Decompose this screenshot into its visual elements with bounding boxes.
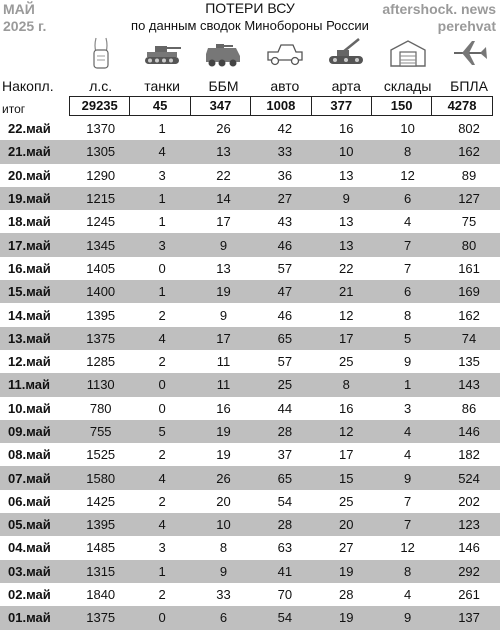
row-value: 137 — [458, 610, 480, 626]
row-value: 3 — [404, 400, 412, 416]
total-afv: 347 — [190, 96, 251, 116]
icon-row — [70, 34, 500, 72]
row-value: 47 — [277, 284, 293, 300]
row-value: 25 — [339, 493, 354, 509]
totals-row — [0, 96, 500, 116]
row-date: 19.май — [8, 191, 51, 207]
row-value: 4 — [404, 424, 412, 439]
drone-icon — [438, 34, 499, 72]
row-value: 25 — [339, 354, 354, 370]
table-row — [0, 117, 500, 140]
row-date: 16.май — [8, 260, 51, 276]
row-value: 7 — [404, 517, 412, 533]
row-value: 1 — [158, 191, 166, 207]
row-value: 2 — [158, 307, 166, 323]
row-value: 15 — [339, 470, 354, 486]
table-row — [0, 233, 500, 256]
dog-tag-icon — [70, 34, 131, 72]
row-value: 17 — [339, 330, 354, 346]
row-value: 20 — [339, 517, 354, 533]
row-value: 4 — [158, 470, 166, 486]
row-value: 0 — [158, 400, 166, 416]
page-title: ПОТЕРИ ВСУ — [205, 0, 295, 16]
source-line-2: perehvat — [437, 18, 496, 34]
row-value: 17 — [216, 330, 231, 346]
row-date: 10.май — [8, 400, 51, 416]
row-value: 17 — [216, 214, 231, 230]
row-value: 57 — [277, 260, 293, 276]
row-value: 1375 — [86, 330, 116, 346]
row-value: 19 — [216, 447, 231, 463]
row-value: 1 — [158, 121, 166, 137]
row-value: 1485 — [86, 540, 116, 556]
row-value: 1370 — [86, 121, 116, 137]
row-value: 13 — [216, 260, 231, 276]
row-value: 74 — [461, 330, 477, 346]
row-value: 41 — [277, 563, 293, 579]
row-value: 37 — [277, 447, 293, 463]
row-date: 15.май — [8, 284, 51, 300]
row-value: 0 — [158, 377, 166, 393]
row-value: 4 — [404, 214, 412, 230]
row-value: 182 — [458, 447, 480, 463]
header-artillery: арта — [331, 78, 361, 94]
row-value: 10 — [339, 144, 354, 160]
header-afv: ББМ — [208, 78, 239, 94]
row-value: 8 — [342, 377, 350, 393]
row-value: 4 — [404, 587, 412, 603]
row-date: 07.май — [8, 470, 51, 486]
row-value: 2 — [158, 354, 166, 370]
row-value: 19 — [216, 284, 231, 300]
page-subtitle: по данным сводок Минобороны России — [131, 18, 369, 33]
row-value: 9 — [404, 354, 412, 370]
table-row — [0, 513, 500, 536]
row-value: 28 — [339, 587, 354, 603]
row-date: 06.май — [8, 493, 51, 509]
row-value: 202 — [458, 493, 480, 509]
row-value: 9 — [404, 610, 412, 626]
table-row — [0, 257, 500, 280]
table-row — [0, 373, 500, 396]
total-artillery: 377 — [311, 96, 372, 116]
row-value: 12 — [339, 307, 354, 323]
row-value: 7 — [404, 493, 412, 509]
row-value: 1405 — [86, 260, 116, 276]
row-value: 13 — [216, 144, 231, 160]
row-value: 127 — [458, 191, 480, 207]
row-value: 16 — [339, 400, 354, 416]
row-value: 42 — [277, 121, 293, 137]
row-value: 13 — [339, 167, 354, 183]
row-value: 54 — [277, 610, 293, 626]
row-value: 70 — [277, 587, 293, 603]
table-row — [0, 466, 500, 489]
row-value: 75 — [461, 214, 477, 230]
row-value: 46 — [277, 237, 293, 253]
row-value: 1525 — [86, 447, 116, 463]
row-value: 1245 — [86, 214, 116, 230]
row-value: 46 — [277, 307, 293, 323]
row-value: 4 — [158, 517, 166, 533]
row-date: 04.май — [8, 540, 51, 556]
row-value: 0 — [158, 260, 166, 276]
row-value: 5 — [404, 330, 412, 346]
row-value: 16 — [216, 400, 231, 416]
row-value: 12 — [400, 167, 415, 183]
row-value: 3 — [158, 237, 166, 253]
table-row — [0, 536, 500, 559]
row-value: 1215 — [86, 191, 116, 207]
row-value: 22 — [216, 167, 231, 183]
row-value: 524 — [458, 470, 480, 486]
row-value: 1 — [158, 284, 166, 300]
year: 2025 г. — [3, 18, 47, 34]
row-value: 57 — [277, 354, 293, 370]
row-value: 8 — [404, 563, 412, 579]
row-value: 9 — [404, 470, 412, 486]
table-row — [0, 280, 500, 303]
table-row — [0, 210, 500, 233]
row-value: 162 — [458, 144, 480, 160]
month: МАЙ — [3, 1, 35, 17]
row-value: 292 — [458, 563, 480, 579]
row-value: 11 — [216, 377, 231, 393]
row-date: 01.май — [8, 610, 51, 626]
table-row — [0, 490, 500, 513]
daily-losses-table — [0, 117, 500, 630]
row-value: 1 — [158, 214, 166, 230]
totals-label: итог — [2, 102, 26, 116]
row-value: 12 — [339, 424, 354, 439]
row-value: 123 — [458, 517, 480, 533]
armored-vehicle-icon — [193, 34, 254, 72]
row-value: 19 — [339, 563, 354, 579]
row-value: 13 — [339, 237, 354, 253]
row-value: 12 — [400, 540, 415, 556]
row-value: 8 — [404, 307, 412, 323]
row-value: 169 — [458, 284, 480, 300]
table-row — [0, 350, 500, 373]
row-value: 33 — [277, 144, 293, 160]
row-value: 261 — [458, 587, 480, 603]
row-value: 0 — [158, 610, 166, 626]
row-date: 13.май — [8, 330, 51, 346]
row-value: 7 — [404, 260, 412, 276]
row-value: 1395 — [86, 307, 116, 323]
row-value: 33 — [216, 587, 231, 603]
row-value: 5 — [158, 424, 166, 439]
table-row — [0, 583, 500, 606]
row-value: 28 — [277, 517, 293, 533]
row-value: 11 — [216, 354, 231, 370]
row-value: 16 — [339, 121, 354, 137]
row-value: 802 — [458, 121, 480, 137]
row-value: 26 — [216, 470, 231, 486]
row-value: 89 — [461, 167, 477, 183]
row-date: 20.май — [8, 167, 51, 183]
row-value: 1345 — [86, 237, 116, 253]
row-value: 27 — [339, 540, 354, 556]
artillery-icon — [316, 34, 377, 72]
row-value: 8 — [404, 144, 412, 160]
row-value: 9 — [219, 307, 228, 323]
row-value: 1395 — [86, 517, 116, 533]
row-value: 26 — [216, 121, 231, 137]
row-value: 4 — [404, 447, 412, 463]
header-depots: склады — [383, 78, 432, 94]
row-date: 09.май — [8, 424, 51, 439]
row-value: 6 — [404, 284, 412, 300]
row-value: 1285 — [86, 354, 116, 370]
row-value: 3 — [158, 167, 166, 183]
warehouse-icon — [377, 34, 438, 72]
row-value: 65 — [277, 330, 293, 346]
row-value: 143 — [458, 377, 480, 393]
header-tanks: танки — [144, 78, 180, 94]
row-value: 19 — [339, 610, 354, 626]
table-row — [0, 140, 500, 163]
row-value: 4 — [158, 330, 166, 346]
table-row — [0, 397, 500, 420]
row-value: 1580 — [86, 470, 116, 486]
row-value: 1305 — [86, 144, 116, 160]
row-value: 1425 — [86, 493, 116, 509]
row-value: 8 — [219, 540, 228, 556]
row-value: 1 — [158, 563, 166, 579]
row-value: 6 — [219, 610, 228, 626]
row-value: 80 — [461, 237, 477, 253]
row-value: 7 — [404, 237, 412, 253]
table-row — [0, 420, 500, 443]
row-value: 9 — [342, 191, 350, 207]
row-value: 2 — [158, 447, 166, 463]
total-personnel: 29235 — [69, 96, 130, 116]
row-date: 08.май — [8, 447, 51, 463]
header-vehicles: авто — [270, 78, 300, 94]
row-value: 161 — [458, 260, 480, 276]
row-value: 1 — [404, 377, 412, 393]
row-value: 6 — [404, 191, 412, 207]
row-value: 65 — [277, 470, 293, 486]
source-line-1: aftershock. news — [382, 1, 496, 17]
row-value: 9 — [219, 563, 228, 579]
source-watermark — [382, 1, 496, 35]
table-row — [0, 164, 500, 187]
row-value: 43 — [277, 214, 293, 230]
row-date: 12.май — [8, 354, 51, 370]
row-value: 10 — [400, 121, 415, 137]
row-value: 755 — [89, 424, 112, 439]
row-value: 28 — [277, 424, 293, 439]
row-date: 21.май — [8, 144, 51, 160]
row-value: 17 — [339, 447, 354, 463]
row-date: 17.май — [8, 237, 51, 253]
row-value: 25 — [277, 377, 293, 393]
header-uav: БПЛА — [450, 78, 488, 94]
row-value: 1840 — [86, 587, 116, 603]
row-value: 135 — [458, 354, 480, 370]
row-value: 63 — [277, 540, 293, 556]
row-value: 146 — [458, 424, 480, 439]
header-cumulative: Накопл. — [2, 78, 54, 94]
table-row — [0, 187, 500, 210]
row-value: 1375 — [86, 610, 116, 626]
row-value: 27 — [277, 191, 293, 207]
row-date: 02.май — [8, 587, 51, 603]
row-value: 1290 — [86, 167, 116, 183]
total-vehicles: 1008 — [250, 96, 311, 116]
header-personnel: л.с. — [89, 78, 113, 94]
row-value: 86 — [461, 400, 477, 416]
row-value: 36 — [277, 167, 293, 183]
row-date: 05.май — [8, 517, 51, 533]
row-value: 21 — [339, 284, 354, 300]
row-date: 11.май — [8, 377, 51, 393]
row-value: 1130 — [86, 377, 115, 393]
row-value: 1315 — [86, 563, 116, 579]
car-icon — [254, 34, 315, 72]
row-value: 22 — [339, 260, 354, 276]
row-value: 44 — [277, 400, 293, 416]
row-value: 146 — [458, 540, 480, 556]
column-headers — [0, 78, 500, 96]
row-value: 19 — [216, 424, 231, 439]
table-row — [0, 327, 500, 350]
row-value: 162 — [458, 307, 480, 323]
row-value: 14 — [216, 191, 231, 207]
total-uav: 4278 — [431, 96, 492, 116]
row-value: 20 — [216, 493, 231, 509]
row-value: 1400 — [86, 284, 116, 300]
row-value: 10 — [216, 517, 231, 533]
row-value: 2 — [158, 493, 166, 509]
row-value: 54 — [277, 493, 293, 509]
row-date: 03.май — [8, 563, 51, 579]
table-row — [0, 560, 500, 583]
row-date: 22.май — [8, 121, 51, 137]
row-value: 3 — [158, 540, 166, 556]
row-value: 780 — [89, 400, 112, 416]
row-date: 18.май — [8, 214, 51, 230]
row-value: 13 — [339, 214, 354, 230]
total-depots: 150 — [371, 96, 432, 116]
row-value: 9 — [219, 237, 228, 253]
row-value: 2 — [158, 587, 166, 603]
row-value: 4 — [158, 144, 166, 160]
table-row — [0, 606, 500, 629]
table-row — [0, 303, 500, 326]
table-row — [0, 443, 500, 466]
total-tanks: 45 — [129, 96, 190, 116]
tank-icon — [131, 34, 192, 72]
row-date: 14.май — [8, 307, 51, 323]
